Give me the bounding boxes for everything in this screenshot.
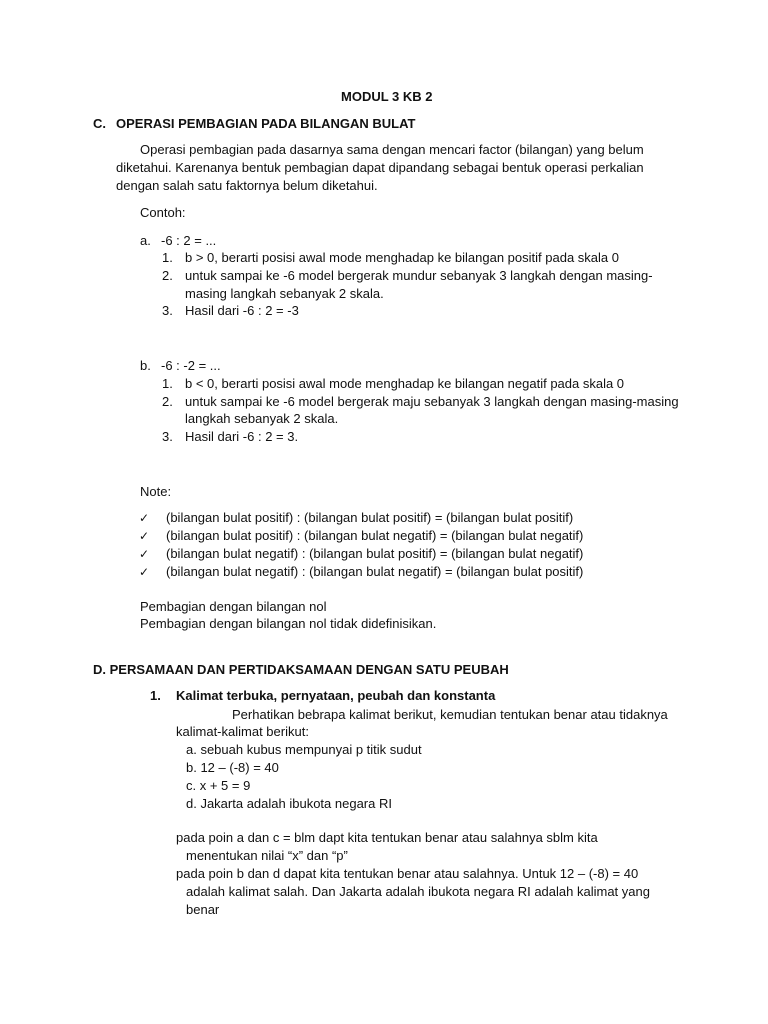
zero-division-heading: Pembagian dengan bilangan nol [140,599,327,614]
paragraph-line: diketahui. Karenanya bentuk pembagian dapat dipandang sebagai bentuk operasi perkalian [116,160,644,175]
example-a-marker: a. [140,233,151,248]
example-label: Contoh: [140,205,186,220]
zero-division-text: Pembagian dengan bilangan nol tidak didefinisikan. [140,616,437,631]
list-number: 3. [162,429,173,444]
section-c-letter: C. [93,116,106,131]
list-number: 1. [162,250,173,265]
sentence-item: a. sebuah kubus mempunyai p titik sudut [186,742,422,757]
explanation-line: menentukan nilai “x” dan “p” [186,848,348,863]
list-number: 3. [162,303,173,318]
subsection-heading: Kalimat terbuka, pernyataan, peubah dan konstanta [176,688,496,703]
explanation-line: adalah kalimat salah. Dan Jakarta adalah ibukota negara RI adalah kalimat yang [186,884,650,899]
list-item-text: untuk sampai ke -6 model bergerak mundur sebanyak 3 langkah dengan masing- [185,268,653,283]
list-item-text: Hasil dari -6 : 2 = -3 [185,303,299,318]
list-number: 2. [162,268,173,283]
list-item-text: masing langkah sebanyak 2 skala. [185,286,384,301]
note-label: Note: [140,484,172,499]
checkmark-icon: ✓ [139,511,150,525]
sentence-item: c. x + 5 = 9 [186,778,251,793]
paragraph-line: Operasi pembagian pada dasarnya sama dengan mencari factor (bilangan) yang belum [140,142,644,157]
paragraph-line: dengan salah satu faktornya belum diketahui. [116,178,378,193]
explanation-line: pada poin b dan d dapat kita tentukan benar atau salahnya. Untuk 12 – (-8) = 40 [176,866,639,881]
sentence-item: b. 12 – (-8) = 40 [186,760,279,775]
subsection-number: 1. [150,688,161,703]
checkmark-icon: ✓ [139,529,150,543]
intro-line: kalimat-kalimat berikut: [176,724,309,739]
document-title: MODUL 3 KB 2 [341,89,433,104]
note-item: (bilangan bulat positif) : (bilangan bulat positif) = (bilangan bulat positif) [166,510,574,525]
sentence-item: d. Jakarta adalah ibukota negara RI [186,796,392,811]
checkmark-icon: ✓ [139,565,150,579]
explanation-line: benar [186,902,220,917]
list-number: 1. [162,376,173,391]
intro-line: Perhatikan bebrapa kalimat berikut, kemudian tentukan benar atau tidaknya [232,707,668,722]
note-item: (bilangan bulat negatif) : (bilangan bulat negatif) = (bilangan bulat positif) [166,564,584,579]
section-c-heading: OPERASI PEMBAGIAN PADA BILANGAN BULAT [116,116,416,131]
example-a-expression: -6 : 2 = ... [161,233,217,248]
section-d-heading: D. PERSAMAAN DAN PERTIDAKSAMAAN DENGAN SATU PEUBAH [93,662,509,677]
list-item-text: langkah sebanyak 2 skala. [185,411,339,426]
explanation-line: pada poin a dan c = blm dapt kita tentukan benar atau salahnya sblm kita [176,830,598,845]
list-item-text: untuk sampai ke -6 model bergerak maju sebanyak 3 langkah dengan masing-masing [185,394,679,409]
list-item-text: b < 0, berarti posisi awal mode menghadap ke bilangan negatif pada skala 0 [185,376,625,391]
list-item-text: b > 0, berarti posisi awal mode menghadap ke bilangan positif pada skala 0 [185,250,619,265]
example-b-expression: -6 : -2 = ... [161,358,221,373]
list-item-text: Hasil dari -6 : 2 = 3. [185,429,299,444]
list-number: 2. [162,394,173,409]
note-item: (bilangan bulat positif) : (bilangan bulat negatif) = (bilangan bulat negatif) [166,528,584,543]
checkmark-icon: ✓ [139,547,150,561]
example-b-marker: b. [140,358,151,373]
note-item: (bilangan bulat negatif) : (bilangan bulat positif) = (bilangan bulat negatif) [166,546,584,561]
